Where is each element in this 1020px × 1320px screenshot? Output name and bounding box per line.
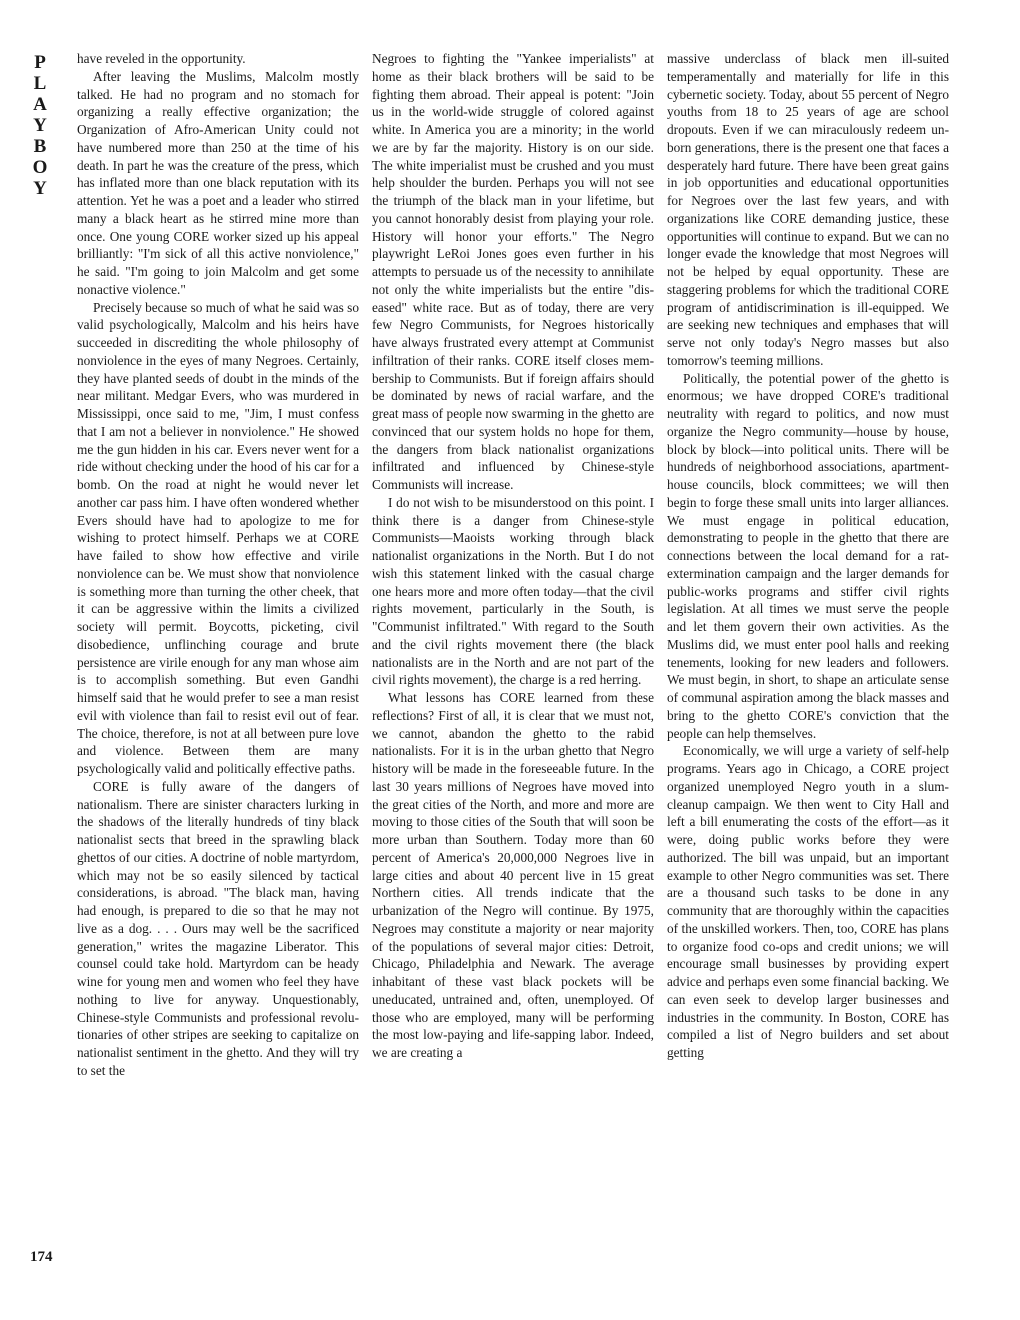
text-column-3 xyxy=(667,50,949,1062)
masthead-letter: Y xyxy=(33,178,47,199)
paragraph: Economically, we will urge a variety of self-help programs. Years ago in Chicago, a CORE project organized unemployed Negro youth in a slum-cleanup campaign. We then went to City Hall and left a bill enumerating the costs of the effort—as it were, doing public works before they were authorized. The bill was unpaid, but an important example to other Negro communities was set. There are a thousand such tasks to be done in any community that are thoroughly within the capacities of the unskilled workers. Then, too, CORE has plans to organize food co-ops and credit unions; we will encourage small businesses by providing expert advice and perhaps even some financial backing. We can even seek to develop larger businesses and industries in the community. In Boston, CORE has compiled a list of Negro builders and set about getting xyxy=(667,743,949,1060)
paragraph: I do not wish to be misunderstood on this point. I think there is a danger from Chinese-style Communists—Maoists working through black nationalist organizations in the North. But I do not wish this statement linked with the casual charge one hears more and more often today—that the civil rights movement, particularly in the South, is "Communist infiltrated." With regard to the South and the civil rights movement there (the black nationalists are in the North and are not part of the civil rights movement), the charge is a red herring. xyxy=(372,494,654,688)
masthead-letter: Y xyxy=(33,115,47,136)
paragraph: Negroes to fighting the "Yankee imperialists" at home as their black brothers will be said to be fighting them abroad. Their appeal is potent: "Join us in the world-wide struggle of colored against white. In America you are a minority; in the world we are by far the majority. History is on our side. The white imperialist must be crushed and you must help shoulder the burden. Perhaps you will not see the triumph of the black man in your lifetime, but you cannot honorably desist from playing your role. History will honor your efforts." The Negro playwright LeRoi Jones goes even further in his attempts to persuade us of the necessity to annihilate not only the white imperialists but the entire "diseased" white race. But as of today, there are very few Negro Communists, for Negroes historically have always frustrated every attempt at Communist infiltration of their ranks. CORE itself closes membership to Communists. But if foreign affairs should be dominated by news of racial warfare, and the great mass of people now swarming in the ghetto are convinced that our system holds no hope for them, the dangers from black nationalist organizations infiltrated and influenced by Chinese-style Communists will increase. xyxy=(372,51,654,492)
masthead-letter: O xyxy=(32,157,48,178)
masthead-letter: A xyxy=(33,94,47,115)
paragraph: CORE is fully aware of the dangers of nationalism. There are sinister characters lurking in the shadows of the literally hundreds of tiny black nationalist sects that breed in the sprawling black ghettos of our cities. A doctrine of noble martyrdom, which may not be so easily silenced by tactical considerations, is abroad. "The black man, having had enough, is prepared to die so that he may not live as a dog. . . . Ours may well be the sacrificed generation," writes the magazine Liberator. This counsel could take hold. Martyrdom can be heady wine for young men and women who feel they have nothing to live for anyway. Unquestionably, Chinese-style Communists and professional revolutionaries of other stripes are seeking to capitalize on nationalist sentiment in the ghetto. And they will try to set the xyxy=(77,778,359,1078)
masthead-letter: L xyxy=(33,73,47,94)
paragraph: After leaving the Muslims, Malcolm mostly talked. He had no program and no stomach for organizing a really effective organization; the Organization of Afro-American Unity could not have numbered more than 250 at the time of his death. In part he was the creature of the press, which has inflated more than one black reputation with its attention. Yet he was a poet and a leader who stirred many a black heart as he stirred mine more than once. One young CORE worker sized up his appeal brilliantly: "I'm sick of all this active nonviolence," he said. "I'm going to join Malcolm and get some nonactive violence." xyxy=(77,68,359,297)
paragraph: What lessons has CORE learned from these reflections? First of all, it is clear that we must not, we cannot, abandon the ghetto to the rabid nationalists. For it is in the urban ghetto that Negro history will be made in the foreseeable future. In the last 30 years millions of Negroes have moved into the great cities of the North, and more and more are moving to those cities of the South that will soon be more urban than Southern. Today more than 60 percent of America's 20,000,000 Negroes live in large cities and about 40 percent live in 15 great Northern cities. All trends indicate that the urbanization of the Negro will continue. By 1975, Negroes may constitute a majority or near majority of the populations of several major cities: Detroit, Chicago, Philadelphia and Newark. The average inhabitant of these vast black pockets will be uneducated, untrained and, often, unemployed. Of those who are employed, many will be performing the most low-paying and life-sapping labor. Indeed, we are creating a xyxy=(372,690,654,1060)
paragraph: Politically, the potential power of the ghetto is enormous; we have dropped CORE's traditional neutrality with regard to politics, and now must organize the Negro community—house by house, block by block—into political units. There will be hundreds of neighborhood associations, apartment-house councils, block committees; we will then begin to forge these small units into larger alliances. We must engage in political education, demonstrating to people in the ghetto that there are connections between the local demand for a rat-extermination campaign and the larger demands for public-works programs and stiffer civil rights legislation. At all times we must serve the people and let them govern their own activities. As the Muslims did, we must enter pool halls and reeking tenements, looking for new leaders and followers. We must begin, in short, to shape an articulate sense of communal aspiration among the black masses and bring to the ghetto CORE's conviction that the people can help themselves. xyxy=(667,370,949,741)
text-column-1 xyxy=(77,50,359,1080)
masthead-letter: B xyxy=(33,136,47,157)
paragraph: massive underclass of black men ill-suited temperamentally and materially for life in this cybernetic society. Today, about 55 percent of Negro youths from 18 to 25 years of age are school dropouts. Even if we can miraculously redeem unborn generations, there is the present one that faces a desperately hard future. There have been great gains in job opportunities and educational opportunities for Negroes over the last few years, and with organizations like CORE demanding justice, these opportunities will continue to expand. But we can no longer evade the knowledge that most Negroes will not be helped by equal opportunity. These are staggering problems for which the traditional CORE program of antidiscrimination is ill-equipped. We are seeking new techniques and emphases that will serve not only today's Negro masses but also tomorrow's teeming millions. xyxy=(667,51,949,368)
page-number: 174 xyxy=(30,1249,53,1265)
magazine-masthead xyxy=(30,52,50,199)
paragraph: Precisely because so much of what he said was so valid psychologically, Malcolm and his heirs have succeeded in discrediting the whole philosophy of nonviolence in the eyes of many Negroes. Certainly, they have planted seeds of doubt in the minds of the near militant. Medgar Evers, who was murdered in Mississippi, once said to me, "Jim, I must confess that I am not a believer in nonviolence." He showed me the gun hidden in his car. Evers never went for a ride without checking under the hood of his car for a bomb. On the road at night he would never let another car pass him. I have often wondered whether Evers should have had to apologize to me for wishing to protect himself. Perhaps we at CORE have failed to show how effective and virile nonviolence can be. We must show that nonviolence is something more than turning the other cheek, that it can be aggressive within the limits a civilized society will permit. Boycotts, picketing, civil disobedience, unflinching courage and brute persistence are virile enough for any man whose aim is to accomplish something. But even Gandhi himself said that he would prefer to see a man resist evil with violence than fail to resist evil out of fear. The choice, therefore, is not at all between pure love and violence. Between them are many psychologically valid and politically effective paths. xyxy=(77,299,359,776)
paragraph: have reveled in the opportunity. xyxy=(77,51,246,66)
text-column-2 xyxy=(372,50,654,1062)
masthead-letter: P xyxy=(34,52,46,73)
